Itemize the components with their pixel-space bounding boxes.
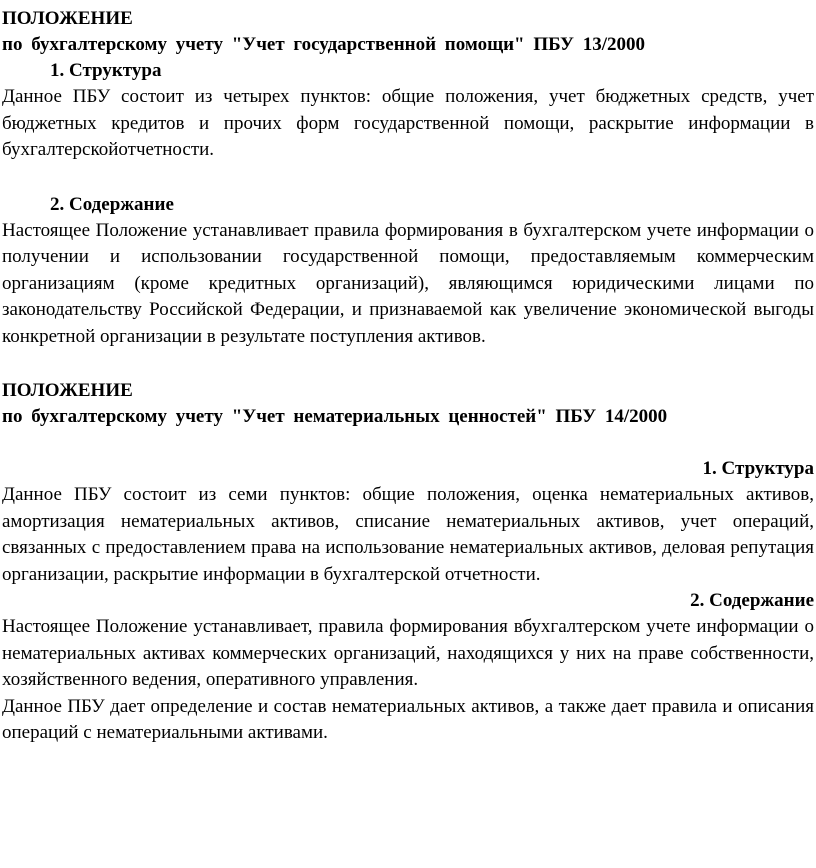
- doc1-subtitle: по бухгалтерскому учету "Учет государственной помощи" ПБУ 13/2000: [2, 34, 646, 55]
- doc2-section2-text: Настоящее Положение устанавливает, правила формирования вбухгалтерском учете информации о нематериальных активах коммерческих организаций, находящихся у них на праве собственности, хозяйственного ведения, оперативного управления.: [2, 616, 814, 690]
- doc2-section1-heading: 1. Структура: [702, 458, 814, 479]
- doc2-section2-text2: Данное ПБУ дает определение и состав нематериальных активов, а также дает правила и описания операций с нематериальными активами.: [2, 695, 814, 743]
- doc2-section2-heading: 2. Содержание: [690, 590, 814, 611]
- regulation-pbu-13: [2, 6, 814, 350]
- spacer: [2, 430, 814, 456]
- doc1-section2-heading: 2. Содержание: [50, 193, 174, 215]
- doc1-section1-text: Данное ПБУ состоит из четырех пунктов: общие положения, учет бюджетных средств, учет бюджетных кредитов и прочих форм государственной помощи, раскрытие информации в бухгалтерскойотчетности.: [2, 86, 814, 160]
- doc1-section1-heading: 1. Структура: [50, 60, 162, 81]
- spacer: [2, 164, 814, 192]
- doc2-subtitle: по бухгалтерскому учету "Учет нематериальных ценностей" ПБУ 14/2000: [2, 406, 668, 427]
- spacer: [2, 350, 814, 378]
- doc2-section1-text: Данное ПБУ состоит из семи пунктов: общие положения, оценка нематериальных активов, амортизация нематериальных активов, списание нематериальных активов, учет операций, связанных с предоставлением права на использование нематериальных активов, деловая репутация организации, раскрытие информации в бухгалтерской отчетности.: [2, 484, 814, 585]
- doc2-title: ПОЛОЖЕНИЕ: [2, 380, 133, 401]
- doc1-section2-text: Настоящее Положение устанавливает правила формирования в бухгалтерском учете информации о получении и использовании государственной помощи, предоставляемым коммерческим организациям (кроме кредитных организаций), являющимся юридическими лицами по законодательству Российской Федерации, и признаваемой как увеличение экономической выгоды конкретной организации в результате поступления активов.: [2, 219, 814, 347]
- regulation-pbu-14: [2, 378, 814, 747]
- doc1-title: ПОЛОЖЕНИЕ: [2, 8, 133, 29]
